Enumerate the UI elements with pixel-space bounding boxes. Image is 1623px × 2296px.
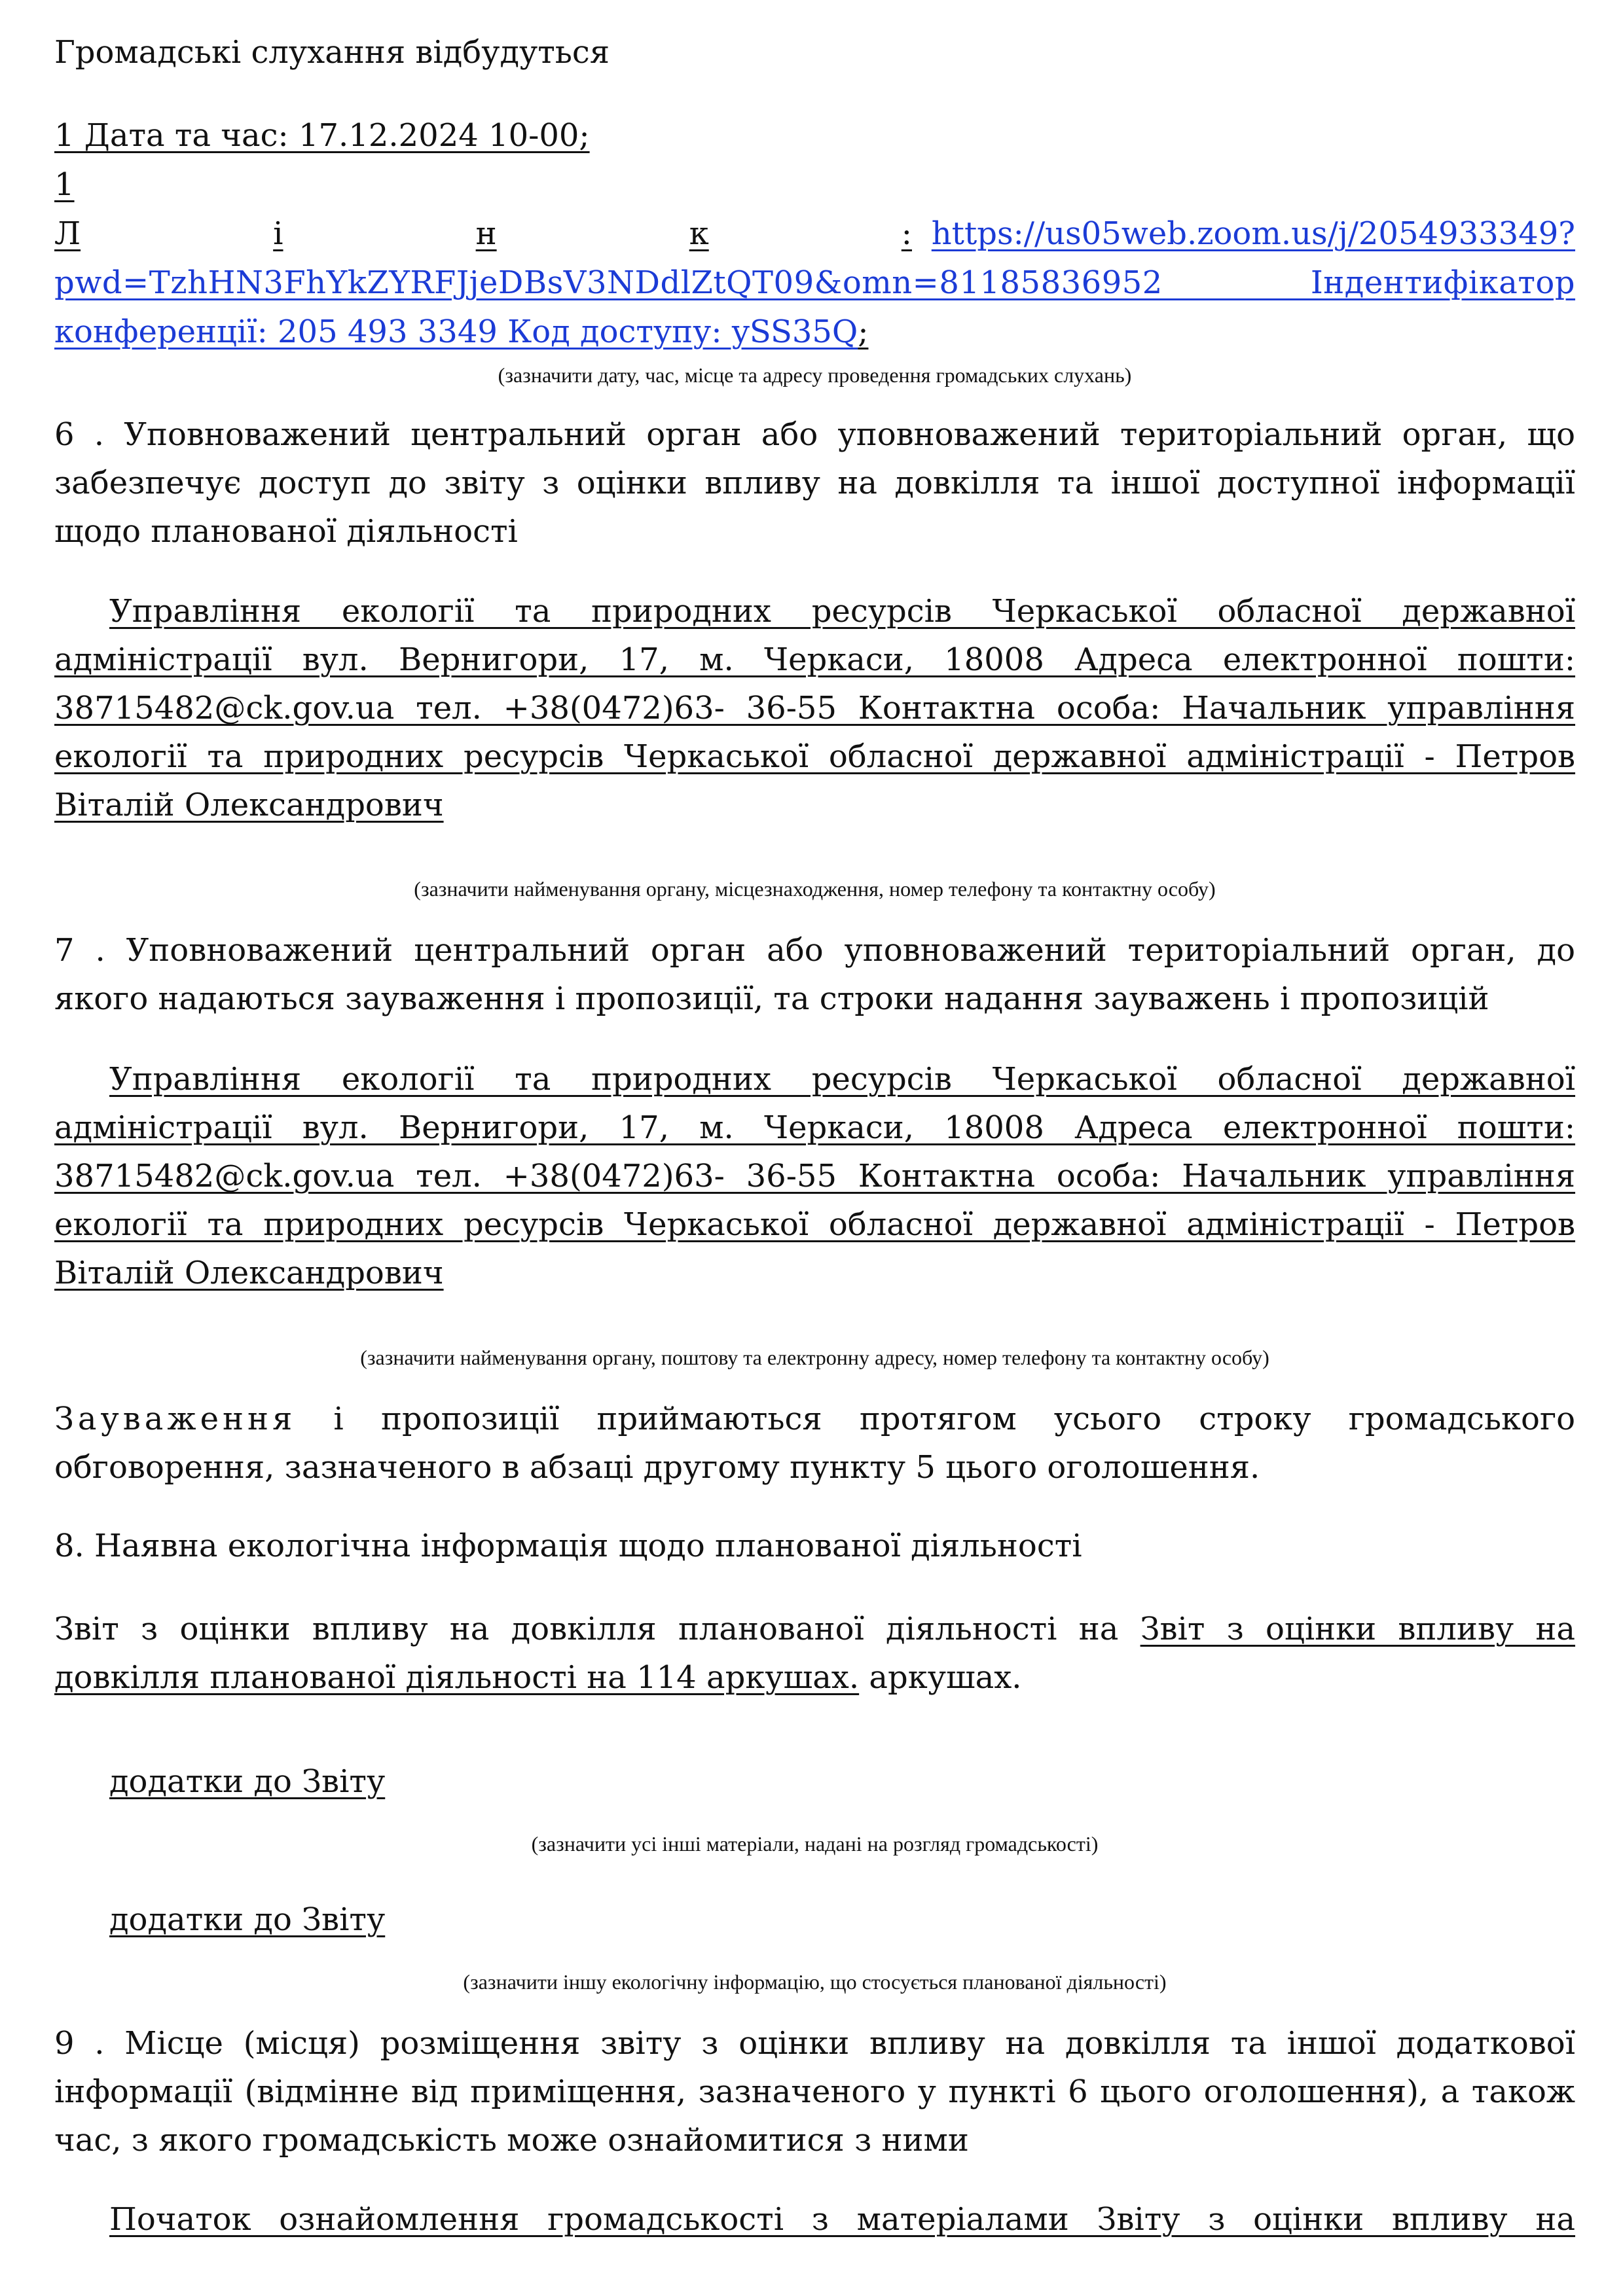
appendix-2: додатки до Звіту — [109, 1901, 386, 1938]
section-6-heading: 6 . Уповноважений центральний орган або уповноважений територіальний орган, що забезпечує доступ до звіту з оцінки впливу на довкілля та іншої доступної інформації щодо планованої діяльності — [54, 416, 1575, 550]
zoom-link-part-2[interactable]: pwd=TzhHN3FhYkZYRFJjeDBsV3NDdlZtQT09&omn=81185836952 Індентифікатор — [54, 264, 1575, 301]
section-7-note: (зазначити найменування органу, поштову та електронну адресу, номер телефону та контактну особу) — [360, 1346, 1269, 1369]
section-9-body: Початок ознайомлення громадськості з матеріалами Звіту з оцінки впливу на — [109, 2201, 1575, 2238]
appendix-1: додатки до Звіту — [109, 1763, 386, 1800]
zoom-link-part-1[interactable]: https://us05web.zoom.us/j/2054933349? — [931, 215, 1575, 252]
zoom-link-part-3[interactable]: конференції: 205 493 3349 Код доступу: ySS35Q — [54, 314, 858, 350]
report-paragraph — [54, 1605, 1575, 1702]
link-colon: : — [901, 215, 912, 252]
report-prefix: Звіт з оцінки впливу на довкілля планованої діяльності на — [54, 1611, 1140, 1647]
remarks-paragraph — [54, 1395, 1575, 1492]
zoom-link-line-3 — [54, 308, 868, 356]
appendix-2-note: (зазначити іншу екологічну інформацію, що стосується планованої діяльності) — [463, 1970, 1167, 1994]
section-9-heading: 9 . Місце (місця) розміщення звіту з оцінки впливу на довкілля та іншої додаткової інформації (відмінне від приміщення, зазначеного у пункті 6 цього оголошення), а також час, з якого громадськість може ознайомитися з ними — [54, 2025, 1575, 2159]
section-6-body: Управління екології та природних ресурсів Черкаської обласної державної адміністрації вул. Вернигори, 17, м. Черкаси, 18008 Адреса електронної пошти: 38715482@ck.gov.ua тел. +38(0472)63- 36-55 Контактна особа: Начальник управління екології та природних ресурсів Черкаської обласної державної адміністрації - Петров Віталій Олександрович — [54, 593, 1575, 823]
report-title: Звіт з оцінки впливу на довкілля планованої діяльності на 114 аркушах. — [54, 1611, 1575, 1696]
link-label — [54, 209, 912, 258]
hearing-date: 1 Дата та час: 17.12.2024 10-00; — [54, 117, 590, 154]
link-tail: ; — [858, 314, 869, 350]
report-suffix: аркушах. — [859, 1659, 1022, 1696]
section-6-note: (зазначити найменування органу, місцезнаходження, номер телефону та контактну особу) — [414, 877, 1216, 901]
link-letter: н — [475, 215, 497, 252]
link-label-row — [54, 209, 1575, 258]
section-8-title: 8. Наявна екологічна інформація щодо планованої діяльності — [54, 1528, 1082, 1564]
link-letter: Л — [54, 215, 81, 252]
link-letter: к — [689, 215, 709, 252]
hearing-title: Громадські слухання відбудуться — [54, 34, 610, 71]
hearing-note: (зазначити дату, час, місце та адресу проведення громадських слухань) — [498, 363, 1132, 387]
remarks-text: і пропозиції приймаються протягом усього строку громадського обговорення, зазначеного в абзаці другому пункту 5 цього оголошення. — [54, 1401, 1575, 1486]
remarks-first-word: Зауваження — [54, 1401, 297, 1437]
section-7-heading: 7 . Уповноважений центральний орган або уповноважений територіальний орган, до якого надаються зауваження і пропозиції, та строки надання зауважень і пропозицій — [54, 932, 1575, 1017]
section-7-body: Управління екології та природних ресурсів Черкаської обласної державної адміністрації вул. Вернигори, 17, м. Черкаси, 18008 Адреса електронної пошти: 38715482@ck.gov.ua тел. +38(0472)63- 36-55 Контактна особа: Начальник управління екології та природних ресурсів Черкаської обласної державної адміністрації - Петров Віталій Олександрович — [54, 1061, 1575, 1291]
link-letter: і — [273, 215, 283, 252]
link-item-number: 1 — [54, 166, 75, 203]
appendix-1-note: (зазначити усі інші матеріали, надані на розгляд громадськості) — [531, 1832, 1099, 1856]
